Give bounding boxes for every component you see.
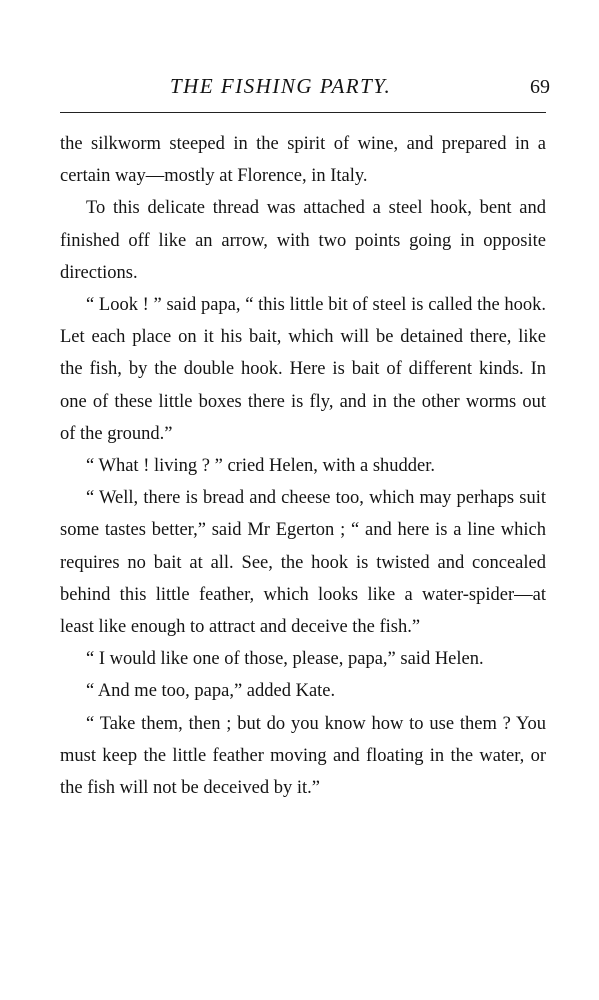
page-number: 69 (530, 76, 550, 98)
running-title: THE FISHING PARTY. (170, 74, 392, 98)
paragraph-6: “ I would like one of those, please, papa,” said Helen. (86, 649, 484, 670)
paragraph-2: To this delicate thread was attached a steel hook, bent and finished off like an arrow, with two points going in opposite directions. (60, 198, 546, 283)
body-text (60, 128, 546, 804)
paragraph-7: “ And me too, papa,” added Kate. (86, 681, 336, 702)
paragraph-3: “ Look ! ” said papa, “ this little bit of steel is called the hook. Let each place on it his bait, which will be detained there, like the fish, by the double hook. Here is bait of different kinds. In one of these little boxes there is fly, and in the other worms out of the ground.” (60, 295, 546, 444)
paragraph-4: “ What ! living ? ” cried Helen, with a shudder. (86, 456, 435, 477)
paragraph-5: “ Well, there is bread and cheese too, which may perhaps suit some tastes better,” said Mr Egerton ; “ and here is a line which requires no bait at all. See, the hook is twisted and concealed behind this little feather, which looks like a water-spider—at least like enough to attract and deceive the fish.” (60, 488, 546, 638)
header-rule (60, 112, 546, 113)
paragraph-1: the silkworm steeped in the spirit of wine, and prepared in a certain way—mostly at Florence, in Italy. (60, 134, 546, 187)
running-head (60, 74, 550, 104)
paragraph-8: “ Take them, then ; but do you know how to use them ? You must keep the little feather moving and floating in the water, or the fish will not be deceived by it.” (60, 713, 546, 799)
